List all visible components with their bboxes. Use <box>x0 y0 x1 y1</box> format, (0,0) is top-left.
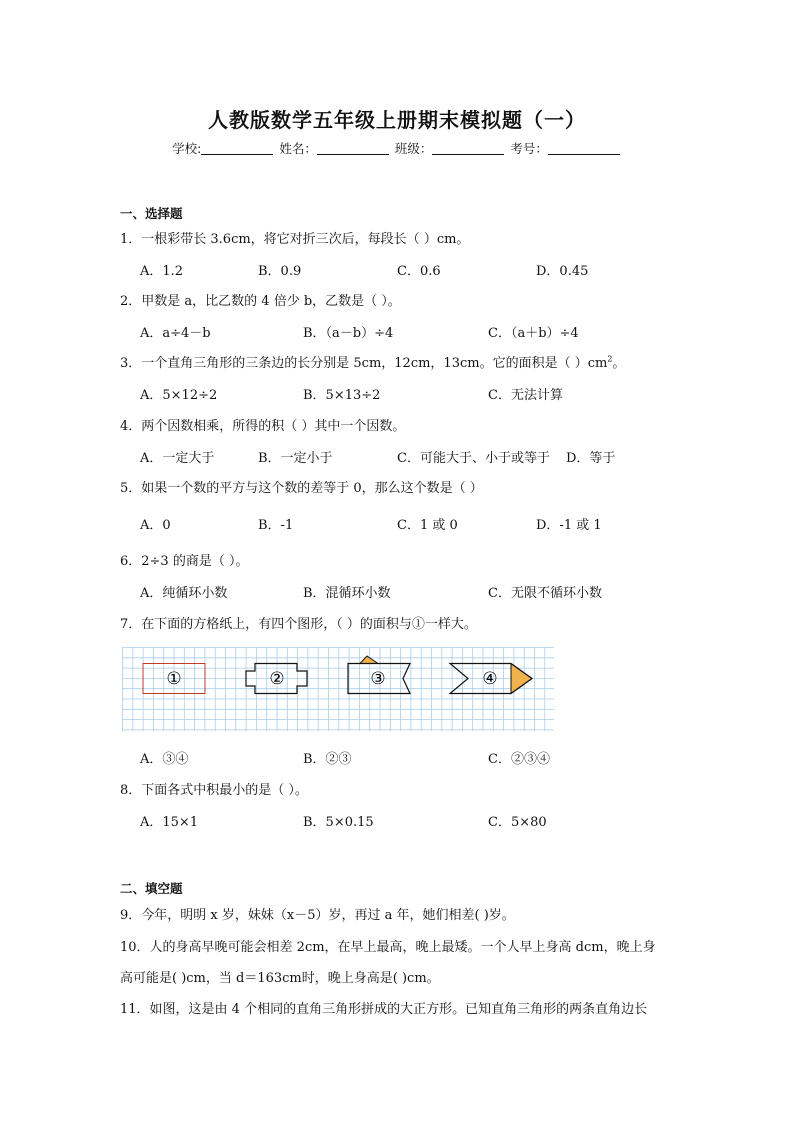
question-7-options <box>140 748 660 766</box>
student-info-line <box>0 139 794 157</box>
option-a[interactable]: A．5×12÷2 <box>140 388 218 403</box>
exam-no-blank[interactable] <box>548 142 620 155</box>
class-blank[interactable] <box>432 142 504 155</box>
question-3-end: 。 <box>612 356 626 371</box>
option-a[interactable]: A．③④ <box>140 752 189 767</box>
question-4: 4．两个因数相乘，所得的积（ ）其中一个因数。 <box>120 419 406 434</box>
shape-2-label: ② <box>269 669 285 689</box>
question-1: 1．一根彩带长 3.6cm，将它对折三次后，每段长（ ）cm。 <box>120 232 470 247</box>
option-c[interactable]: C．（a＋b）÷4 <box>488 326 579 341</box>
question-9: 9．今年，明明 x 岁，妹妹（x－5）岁，再过 a 年，她们相差( )岁。 <box>120 908 515 923</box>
shape-3-triangle <box>360 656 378 664</box>
option-b[interactable]: B．5×0.15 <box>303 815 374 830</box>
question-6: 6．2÷3 的商是（ ）。 <box>120 554 249 569</box>
option-a[interactable]: A．0 <box>140 518 171 533</box>
section-choice-heading: 一、选择题 <box>120 206 183 221</box>
name-label: 姓名： <box>279 141 317 156</box>
option-d[interactable]: D．-1 或 1 <box>536 518 602 533</box>
name-blank[interactable] <box>317 142 389 155</box>
question-3 <box>120 352 625 371</box>
question-7: 7．在下面的方格纸上，有四个图形，（ ）的面积与①一样大。 <box>120 617 477 632</box>
option-c[interactable]: C．1 或 0 <box>397 518 458 533</box>
question-2: 2．甲数是 a，比乙数的 4 倍少 b，乙数是（ ）。 <box>120 294 401 309</box>
grid-figure <box>122 647 554 735</box>
option-c[interactable]: C．5×80 <box>488 815 547 830</box>
question-8-options <box>140 811 660 829</box>
question-1-options <box>140 260 660 278</box>
option-c[interactable]: C．0.6 <box>397 264 441 279</box>
question-6-options <box>140 582 660 600</box>
option-d[interactable]: D．等于 <box>566 451 616 466</box>
option-c[interactable]: C．可能大于、小于或等于 <box>397 451 550 466</box>
question-11: 11．如图，这是由 4 个相同的直角三角形拼成的大正方形。已知直角三角形的两条直角边长 <box>120 1002 648 1017</box>
shape-3-label: ③ <box>370 669 386 689</box>
option-a[interactable]: A．15×1 <box>140 815 199 830</box>
option-c[interactable]: C．②③④ <box>488 752 550 767</box>
question-3-exponent: 2 <box>607 354 613 364</box>
question-4-options <box>140 447 660 465</box>
option-b[interactable]: B．5×13÷2 <box>303 388 381 403</box>
option-b[interactable]: B．-1 <box>258 518 294 533</box>
school-blank[interactable] <box>201 142 273 155</box>
question-3-text: 3．一个直角三角形的三条边的长分别是 5cm，12cm，13cm。它的面积是（ ）cm <box>120 356 608 371</box>
shape-4-label: ④ <box>482 669 498 689</box>
question-5-options <box>140 514 660 532</box>
grid-figure-svg <box>122 647 554 731</box>
question-10-line-2: 高可能是( )cm，当 d＝163cm时，晚上身高是( )cm。 <box>120 971 440 986</box>
option-c[interactable]: C．无法计算 <box>488 388 563 403</box>
option-a[interactable]: A．a÷4－b <box>140 326 211 341</box>
option-b[interactable]: B．一定小于 <box>258 451 333 466</box>
question-10-line-1: 10．人的身高早晚可能会相差 2cm，在早上最高，晚上最矮。一个人早上身高 dcm，晚上身 <box>120 940 656 955</box>
grid-lines <box>122 647 554 731</box>
option-b[interactable]: B．混循环小数 <box>303 586 391 601</box>
option-a[interactable]: A．一定大于 <box>140 451 215 466</box>
question-5: 5．如果一个数的平方与这个数的差等于 0，那么这个数是（ ） <box>120 481 483 496</box>
option-b[interactable]: B．②③ <box>303 752 352 767</box>
school-label: 学校: <box>172 141 202 156</box>
section-fill-heading: 二、填空题 <box>120 881 183 896</box>
option-a[interactable]: A．1.2 <box>140 264 184 279</box>
class-label: 班级： <box>394 141 433 156</box>
question-3-options <box>140 384 660 402</box>
question-8: 8．下面各式中积最小的是（ ）。 <box>120 783 308 798</box>
option-d[interactable]: D．0.45 <box>536 264 589 279</box>
question-2-options <box>140 322 660 340</box>
page-title: 人教版数学五年级上册期末模拟题（一） <box>208 108 586 132</box>
option-c[interactable]: C．无限不循环小数 <box>488 586 602 601</box>
shape-1-label: ① <box>166 669 182 689</box>
option-a[interactable]: A．纯循环小数 <box>140 586 228 601</box>
option-b[interactable]: B．（a－b）÷4 <box>303 326 394 341</box>
option-b[interactable]: B．0.9 <box>258 264 302 279</box>
exam-no-label: 考号： <box>510 141 548 156</box>
